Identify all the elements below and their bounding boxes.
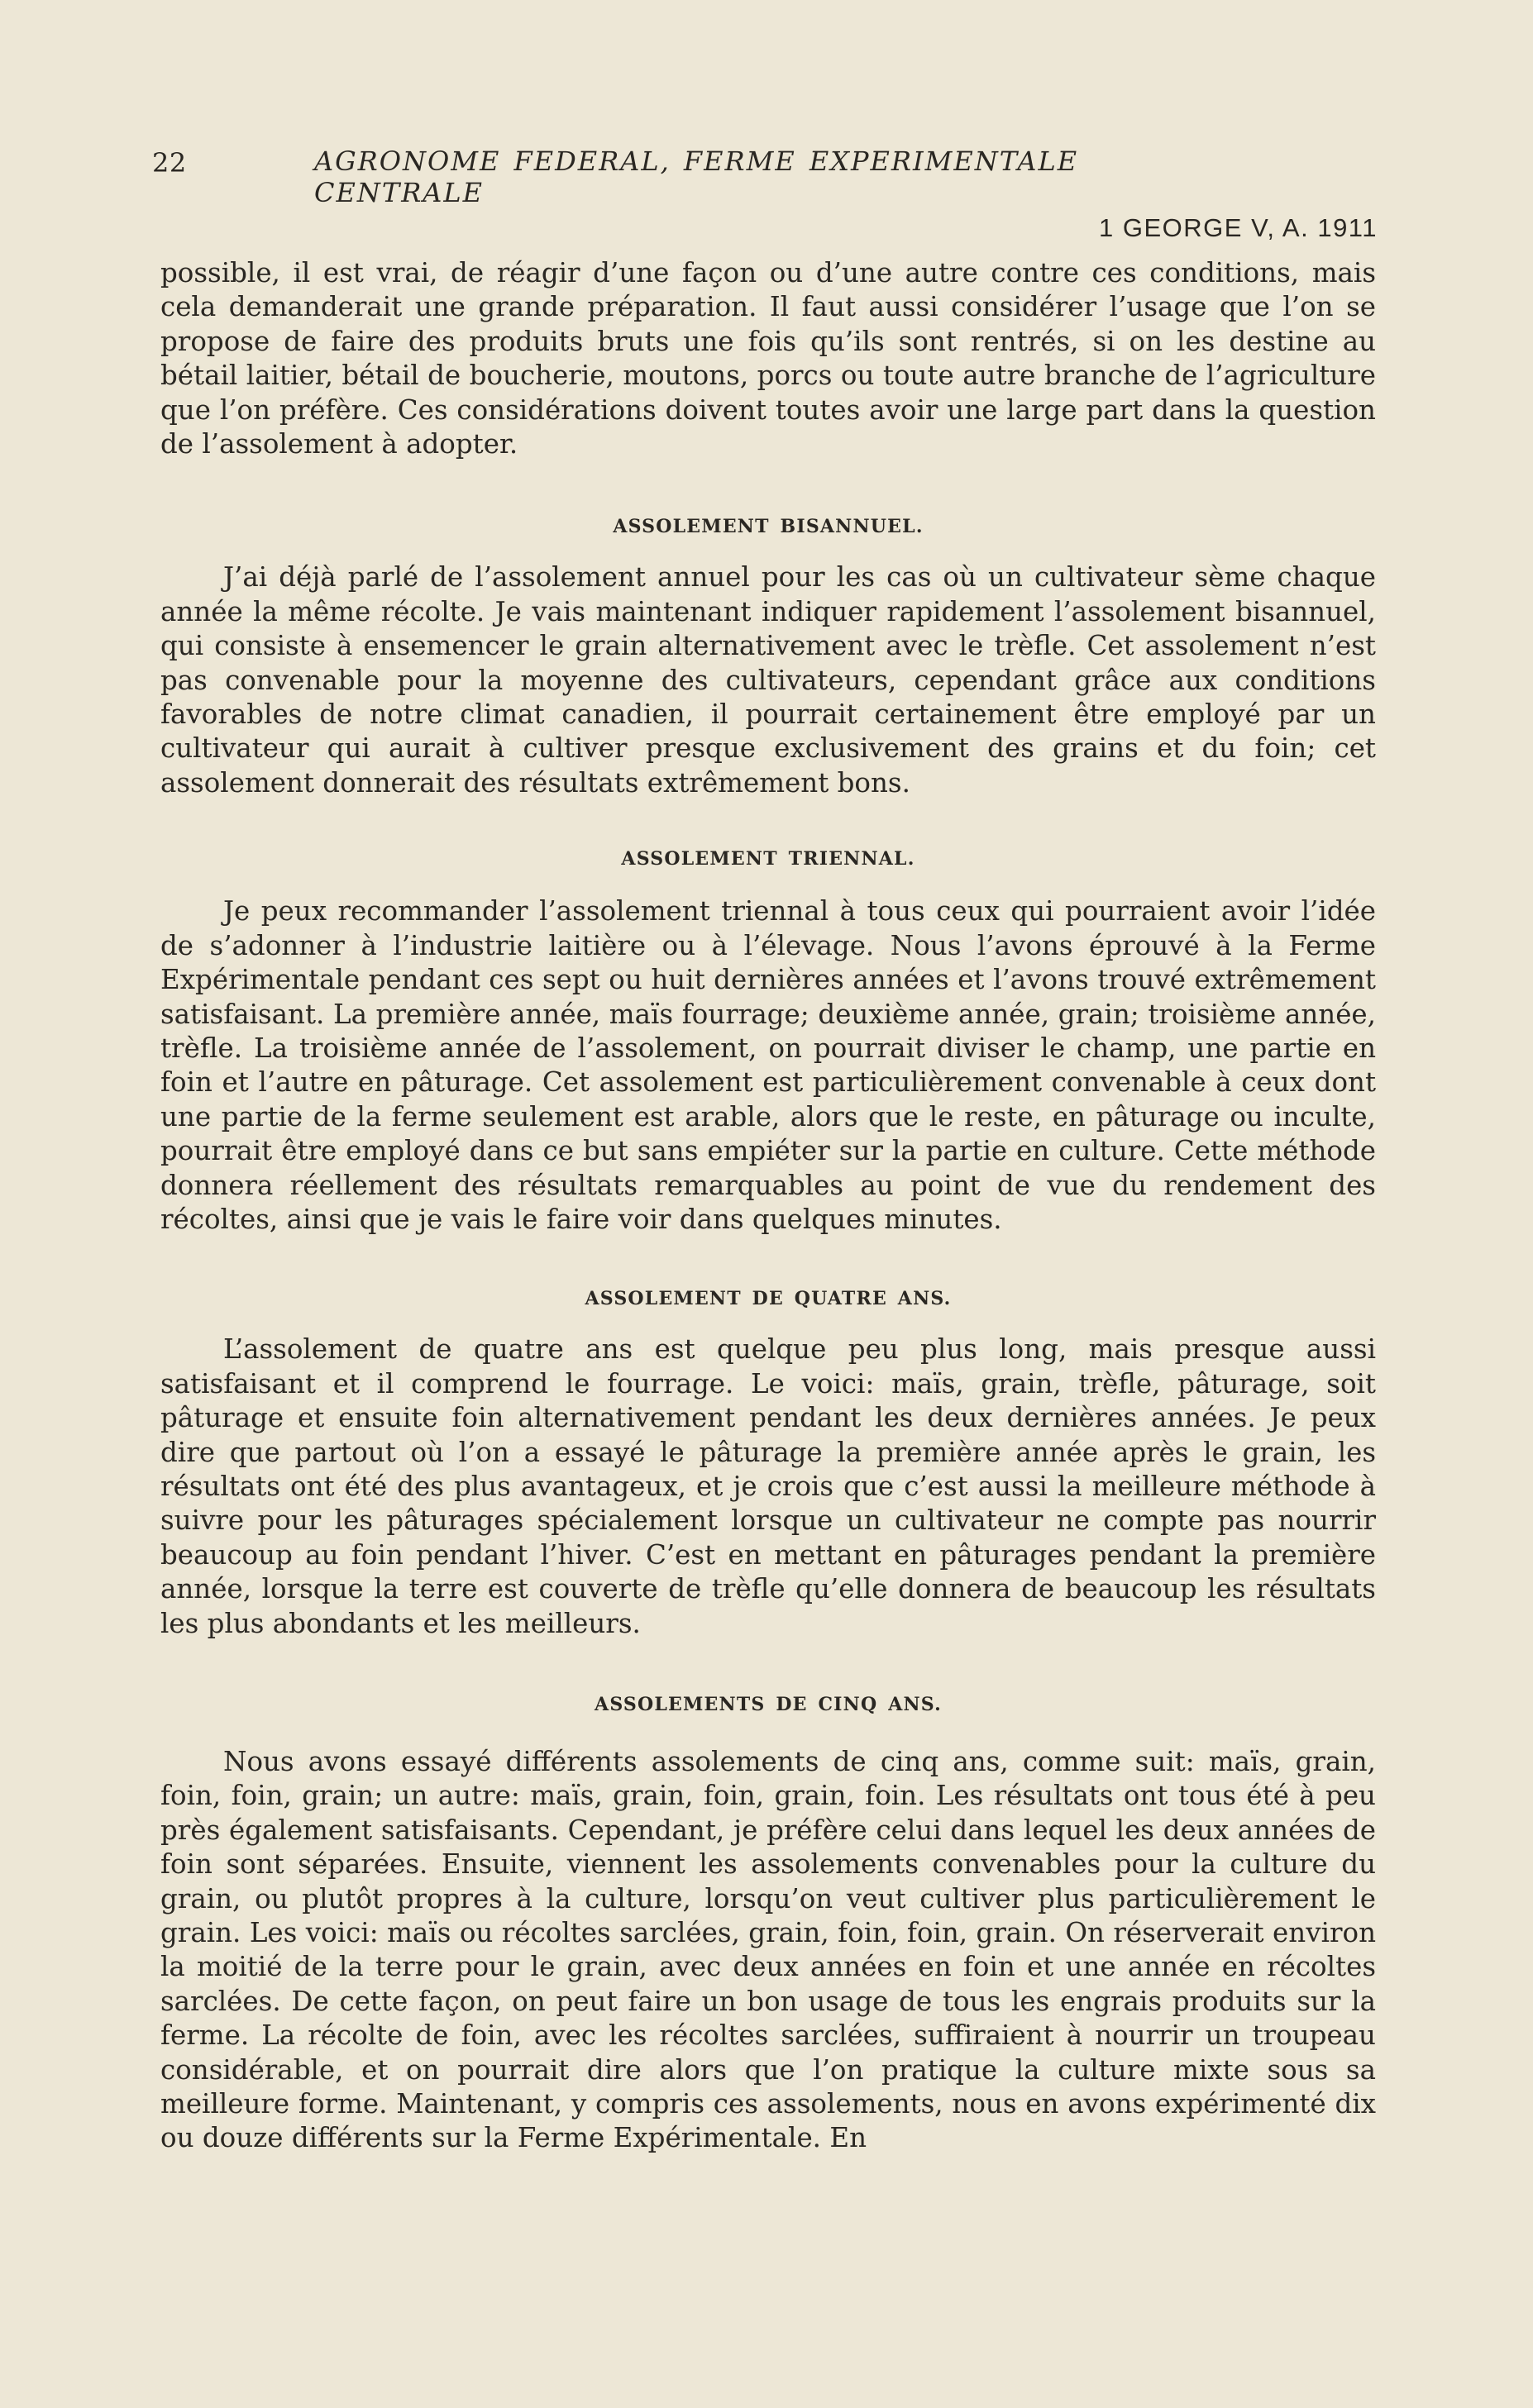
regnal-year: 1 GEORGE V, A. 1911 (1099, 213, 1378, 242)
paragraph-quatre-ans: L’assolement de quatre ans est quelque peu plus long, mais presque aussi satisfaisant et il comprend le fourrage. Le voici: maïs, grain, trèfle, pâturage, soit pâturage et ensuite foin alternativement pendant les deux dernières années. Je peux dire que partout où l’on a essayé le pâturage la première année après le grain, les résultats ont été des plus avantageux, et je crois que c’est aussi la meilleure méthode à suivre pour les pâturages spécialement lorsque un cultivateur ne compte pas nourrir beaucoup au foin pendant l’hiver. C’est en mettant en pâturages pendant la première année, lorsque la terre est couverte de trèfle qu’elle donnera de beaucoup les résultats les plus abondants et les meilleurs. (160, 1333, 1376, 1639)
page-body (160, 256, 1376, 2156)
paragraph-continued: possible, il est vrai, de réagir d’une façon ou d’une autre contre ces conditions, mais cela demanderait une grande préparation. Il faut aussi considérer l’usage que l’on se propose de faire des produits bruts une fois qu’ils sont rentrés, si on les destine au bétail laitier, bétail de boucherie, moutons, porcs ou toute autre branche de l’agriculture que l’on préfère. Ces considérations doivent toutes avoir une large part dans la question de l’assolement à adopter. (160, 257, 1376, 460)
paragraph-cinq-ans: Nous avons essayé différents assolements de cinq ans, comme suit: maïs, grain, foin, foin, grain; un autre: maïs, grain, foin, grain, foin. Les résultats ont tous été à peu près également satisfaisants. Cependant, je préfère celui dans lequel les deux années de foin sont séparées. Ensuite, viennent les assolements convenables pour la culture du grain, ou plutôt propres à la culture, lorsqu’on veut cultiver plus particulièrement le grain. Les voici: maïs ou récoltes sarclées, grain, foin, foin, grain. On réserverait environ la moitié de la terre pour le grain, avec deux années en foin et une année en récoltes sarclées. De cette façon, on peut faire un bon usage de tous les engrais produits sur la ferme. La récolte de foin, avec les récoltes sarclées, suffiraient à nourrir un troupeau considérable, et on pourrait dire alors que l’on pratique la culture mixte sous sa meilleure forme. Maintenant, y compris ces assolements, nous en avons expérimenté dix ou douze différents sur la Ferme Expérimentale. En (160, 1746, 1376, 2154)
running-head: AGRONOME FEDERAL, FERME EXPERIMENTALE CENTRALE (314, 145, 1079, 208)
section-heading-cinq-ans: ASSOLEMENTS DE CINQ ANS. (595, 1694, 942, 1715)
paragraph-bisannuel: J’ai déjà parlé de l’assolement annuel pour les cas où un cultivateur sème chaque année la même récolte. Je vais maintenant indiquer rapidement l’assolement bisannuel, qui consiste à ensemencer le grain alternativement avec le trèfle. Cet assolement n’est pas convenable pour la moyenne des cultivateurs, cependant grâce aux conditions favorables de notre climat canadien, il pourrait certainement être employé par un cultivateur qui aurait à cultiver presque exclusivement des grains et du foin; cet assolement donnerait des résultats extrêmement bons. (160, 561, 1376, 799)
section-heading-triennal: ASSOLEMENT TRIENNAL. (621, 848, 915, 870)
section-heading-bisannuel: ASSOLEMENT BISANNUEL. (613, 516, 924, 538)
paragraph-triennal: Je peux recommander l’assolement triennal à tous ceux qui pourraient avoir l’idée de s’adonner à l’industrie laitière ou à l’élevage. Nous l’avons éprouvé à la Ferme Expérimentale pendant ces sept ou huit dernières années et l’avons trouvé extrêmement satisfaisant. La première année, maïs fourrage; deuxième année, grain; troisième année, trèfle. La troisième année de l’assolement, on pourrait diviser le champ, une partie en foin et l’autre en pâturage. Cet assolement est particulièrement convenable à ceux dont une partie de la ferme seulement est arable, alors que le reste, en pâturage ou inculte, pourrait être employé dans ce but sans empiéter sur la partie en culture. Cette méthode donnera réellement des résultats remarquables au point de vue du rendement des récoltes, ainsi que je vais le faire voir dans quelques minutes. (160, 895, 1376, 1235)
section-heading-quatre-ans: ASSOLEMENT DE QUATRE ANS. (585, 1288, 952, 1310)
page-number: 22 (152, 147, 187, 179)
